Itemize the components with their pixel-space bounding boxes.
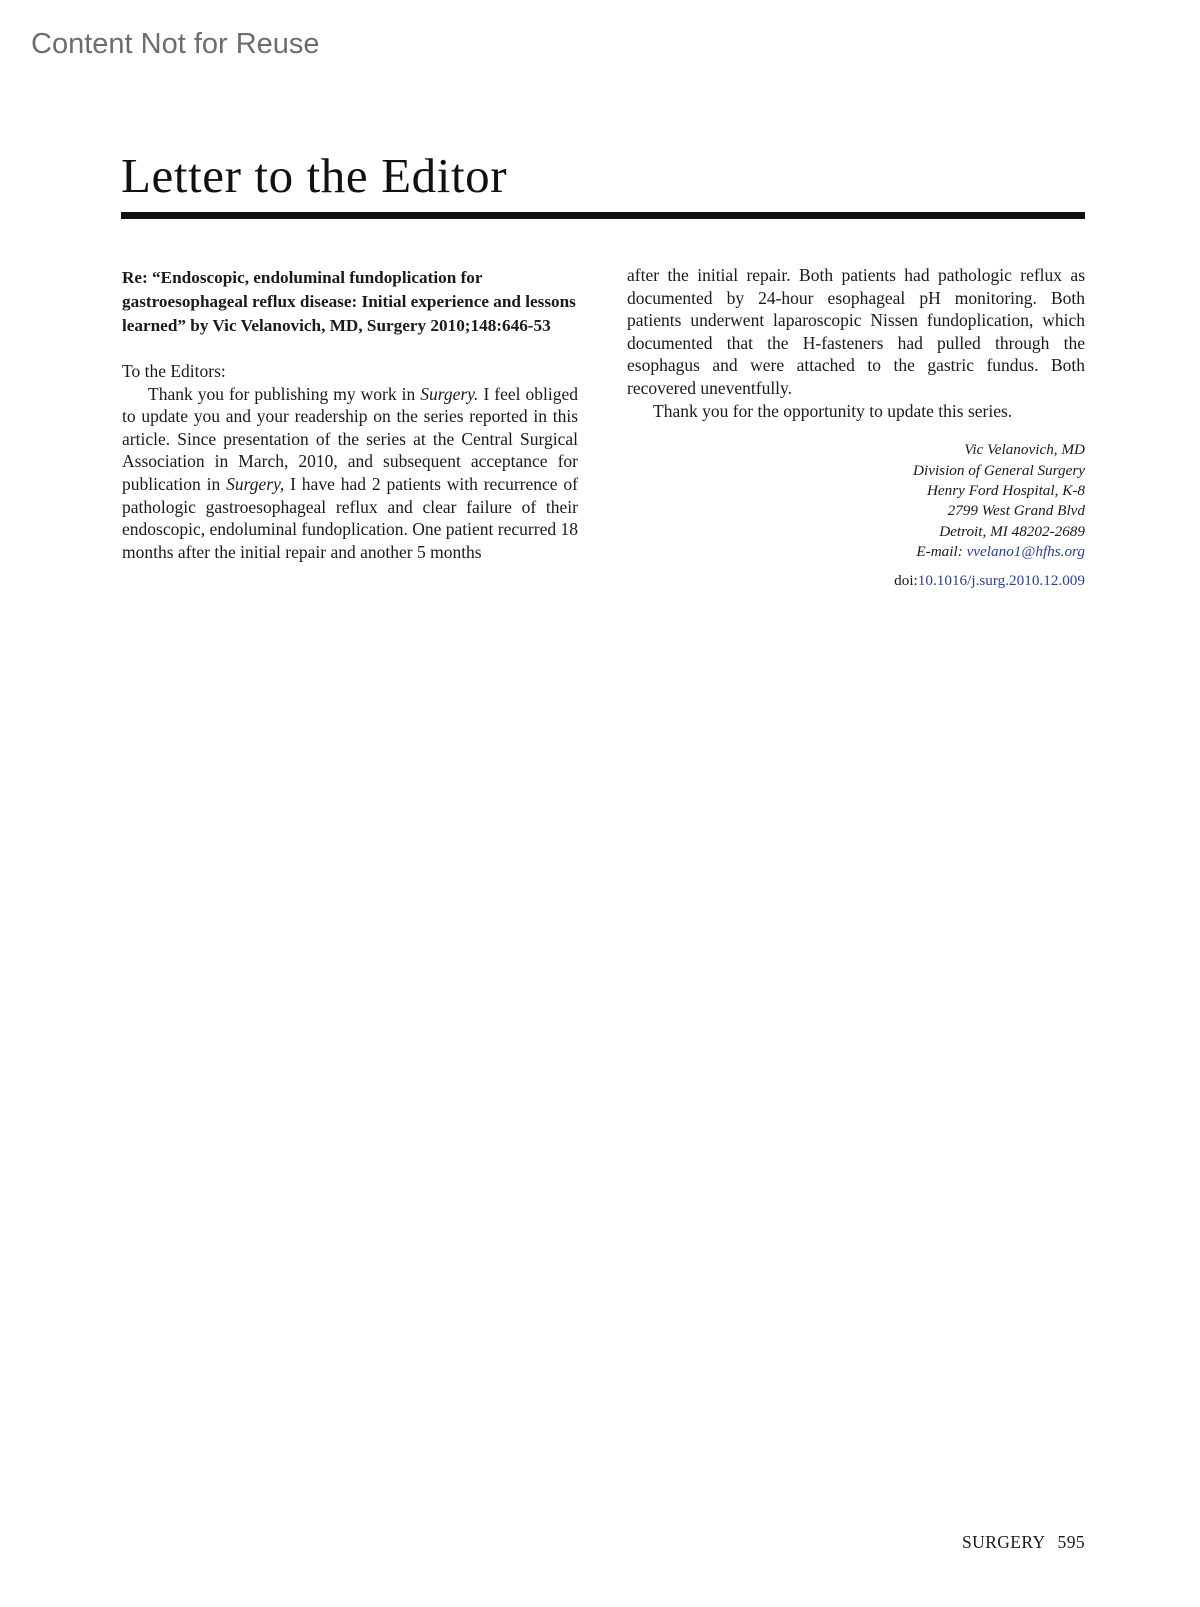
footer-journal: SURGERY [962,1532,1046,1552]
author-email-line [627,542,1085,562]
body-text-segment: after the initial repair. Both patients had pathologic reflux as documented by 24-hour esophageal pH monitoring. Both patients underwent laparoscopic Nissen fundoplication, which documented that the H-fasteners had pulled through the esophagus and were attached to the gastric fundus. Both recovered uneventfully. [627,265,1085,398]
watermark: Content Not for Reuse [31,28,320,60]
author-name: Vic Velanovich, MD [964,441,1085,459]
body-text-segment: I have had 2 patients with recurrence of pathologic gastroesophageal reflux and clear failure of their endoscopic, endoluminal fundoplication. One patient recurred 18 months after the initial repair and another 5 months [122,473,578,562]
body-text-segment: I feel obliged to update you and your readership on the series reported in this article. Since presentation of the series at the Central Surgical Association in March, 2010, and subsequent acceptance for publication in [122,383,579,494]
author-street: 2799 West Grand Blvd [947,502,1085,520]
salutation: To the Editors: [122,361,226,381]
author-city: Detroit, MI 48202-2689 [939,522,1085,540]
closing-paragraph: Thank you for the opportunity to update this series. [653,400,1013,421]
page-number: 595 [1057,1532,1085,1552]
doi-link[interactable]: 10.1016/j.surg.2010.12.009 [917,571,1085,589]
doi-label: doi: [894,571,918,589]
letter-reference-header: Re: “Endoscopic, endoluminal fundoplication for gastroesophageal reflux disease: Initial experience and lessons learned” by Vic Velanovich, MD, Surgery 2010;148:646-53 [122,268,576,335]
letter-body-part-2 [627,264,1085,400]
doi-line [627,571,1085,591]
left-column [122,266,578,563]
body-text-segment: Thank you for publishing my work in [148,383,421,404]
email-link[interactable]: vvelano1@hfhs.org [966,543,1085,561]
journal-name: Surgery. [420,383,479,404]
signature-block [627,440,1085,562]
email-label: E-mail: [916,543,967,561]
page-footer [962,1532,1085,1553]
title-rule [121,212,1085,219]
letter-body-part-1 [122,383,578,564]
right-column [627,264,1085,591]
journal-name: Surgery, [226,473,285,494]
author-hospital: Henry Ford Hospital, K-8 [926,481,1085,499]
author-division: Division of General Surgery [913,461,1085,479]
page-title: Letter to the Editor [121,148,508,203]
